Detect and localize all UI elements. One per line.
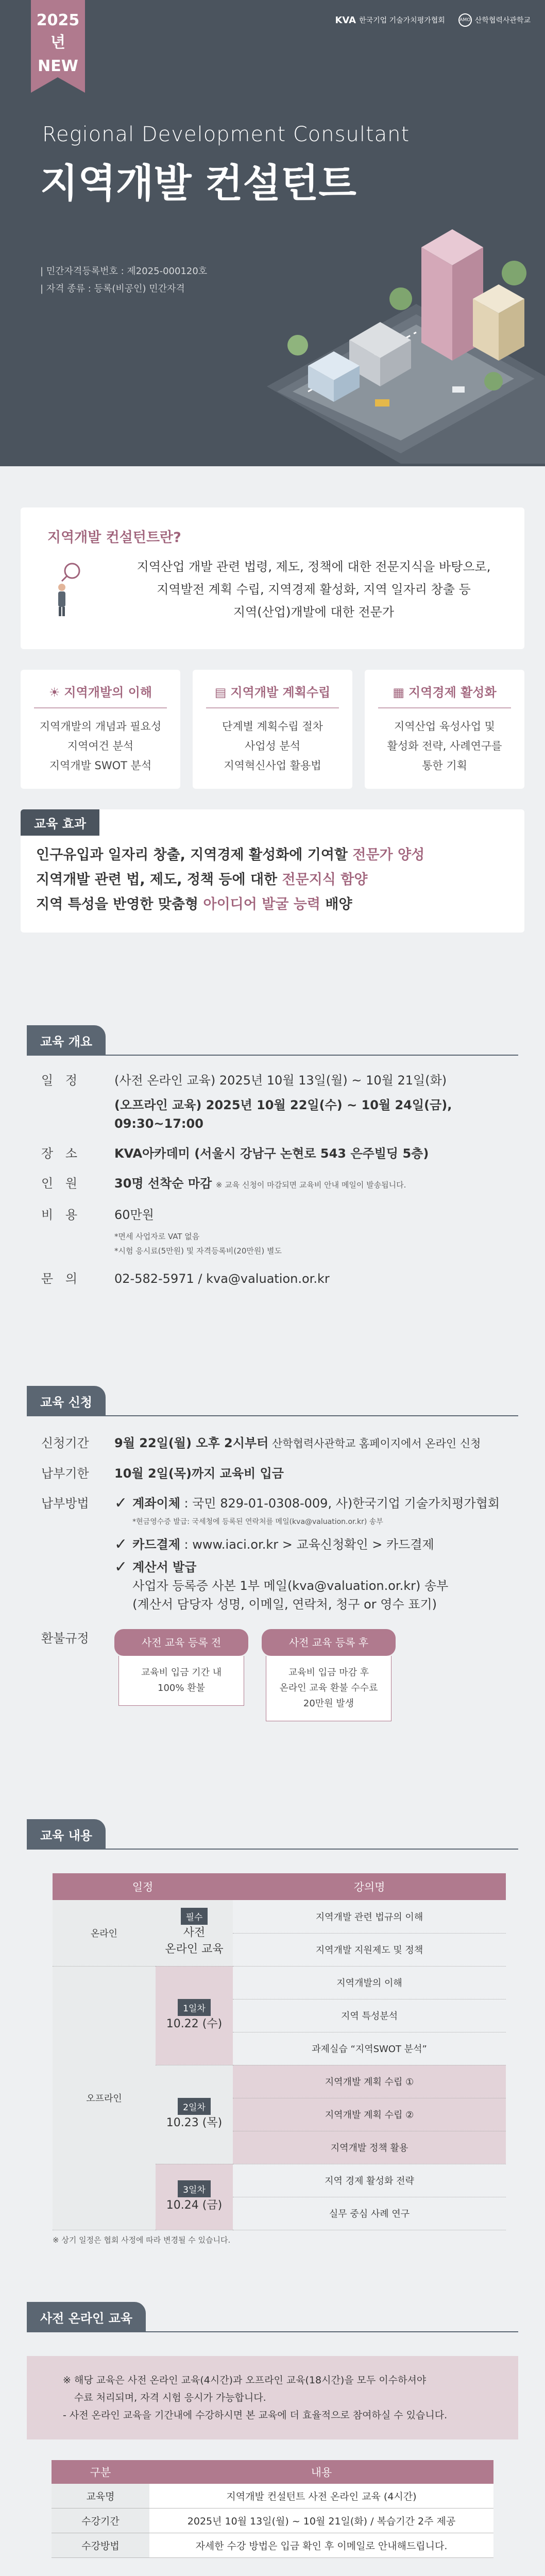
row-note: *면세 사업자로 VAT 없음 (114, 1232, 200, 1241)
table-header (53, 1873, 506, 1900)
registration-number: | 민간자격등록번호 : 제2025-000120호 (40, 266, 208, 277)
section-divider (104, 2331, 518, 2332)
topic-cards (21, 670, 524, 789)
schedule-offline: (오프라인 교육) 2025년 10월 22일(수) ~ 10월 24일(금), 09:30~17:00 (114, 1098, 452, 1131)
intro-line-2: 지역발전 계획 수립, 지역경제 활성화, 지역 일자리 창출 등 (157, 582, 471, 597)
lecture-cell: 지역개발 지원제도 및 정책 (233, 1933, 506, 1966)
overview-row-schedule (27, 1071, 518, 1133)
isometric-city-illustration (246, 144, 545, 464)
topic-card-line: 지역산업 육성사업 및 (394, 720, 495, 733)
online-label: 온라인 교육 (165, 1943, 224, 1956)
effect-highlight: 전문지식 함양 (282, 872, 368, 888)
row-label: 일 정 (41, 1073, 81, 1088)
lecture-cell: 지역개발 계획 수립 ① (233, 2065, 506, 2098)
row-key: 교육명 (52, 2484, 149, 2509)
row-note: ※ 교육 신청이 마감되면 교육비 안내 메일이 발송됩니다. (215, 1180, 406, 1190)
day3-cell (156, 2164, 233, 2230)
effect-text: 인구유입과 일자리 창출, 지역경제 활성화에 기여할 (36, 847, 353, 863)
badge-new: NEW (38, 57, 78, 75)
topic-card-title: 지역개발 계획수립 (230, 685, 331, 700)
topic-card-heading (206, 682, 339, 708)
apply-row-deadline (27, 1464, 518, 1483)
kva-name: 한국기업 기술가치평가협회 (359, 16, 445, 25)
new-badge (31, 0, 85, 77)
day1-cell (156, 1966, 233, 2065)
header-content: 내용 (149, 2460, 493, 2484)
badge-year: 2025년 (36, 11, 80, 52)
notice-line: - 사전 온라인 교육을 기간내에 수강하시면 본 교육에 더 효율적으로 참여하실 수 있습니다. (63, 2409, 448, 2421)
refund-heading: 사전 교육 등록 후 (262, 1629, 396, 1656)
lecture-cell: 지역개발의 이해 (233, 1966, 506, 1999)
section-tag: 교육 개요 (27, 1025, 106, 1056)
payment-method-detail: : 국민 829-01-0308-009, 사)한국기업 기술가치평가협회 (180, 1496, 500, 1511)
intro-question: 지역개발 컨설턴트란? (47, 530, 181, 546)
payment-method (114, 1494, 518, 1531)
row-value: 60만원 (114, 1208, 154, 1222)
topic-card-line: 사업성 분석 (244, 740, 301, 752)
effect-highlight: 아이디어 발굴 능력 (203, 896, 320, 912)
row-label: 비 용 (41, 1208, 81, 1222)
section-divider (104, 1849, 518, 1850)
lecture-cell: 실무 중심 사례 연구 (233, 2197, 506, 2230)
required-chip: 필수 (181, 1908, 208, 1925)
row-value: KVA아카데미 (서울시 강남구 논현로 543 은주빌딩 5층) (114, 1146, 429, 1161)
effect-text: 지역개발 관련 법, 제도, 정책 등에 대한 (36, 872, 282, 888)
payment-method-detail: 사업자 등록증 사본 1부 메일(kva@valuation.or.kr) 송부 (132, 1579, 449, 1593)
table-header (52, 2460, 493, 2484)
row-value: 9월 22일(월) 오후 2시부터 (114, 1436, 269, 1450)
day-date: 10.22 (수) (166, 2017, 223, 2030)
row-key: 수강방법 (52, 2533, 149, 2558)
table-row (52, 2484, 493, 2509)
row-value: 자세한 수강 방법은 입금 확인 후 이메일로 안내해드립니다. (149, 2533, 493, 2558)
payment-method-note: *현금영수증 발급: 국세청에 등록된 연락처를 메일(kva@valuation.or.kr) 송부 (132, 1518, 383, 1526)
apply-row-refund (27, 1629, 518, 1721)
topic-card-line: 지역개발의 개념과 필요성 (39, 720, 162, 733)
refund-after (262, 1629, 396, 1721)
row-value[interactable]: 02-582-5971 / kva@valuation.or.kr (114, 1272, 330, 1286)
topic-card (365, 670, 524, 789)
check-icon: ✓ (114, 1494, 128, 1512)
refund-line: 교육비 입금 기간 내 (141, 1667, 222, 1678)
header-lecture: 강의명 (233, 1873, 506, 1900)
apply-section (27, 1386, 518, 1721)
topic-card-line: 지역개발 SWOT 분석 (49, 759, 152, 772)
kva-mark: KVA (335, 14, 356, 26)
schedule-section (27, 1819, 518, 2245)
header-schedule: 일정 (53, 1873, 233, 1900)
row-value (114, 1071, 518, 1133)
check-icon: ✓ (114, 1558, 128, 1576)
refund-line: 온라인 교육 환불 수수료 (279, 1683, 378, 1693)
effect-tag: 교육 효과 (21, 809, 99, 836)
row-note: *시험 응시료(5만원) 및 자격등록비(20만원) 별도 (114, 1246, 282, 1256)
refund-body (266, 1656, 391, 1721)
overview-row-capacity (27, 1174, 518, 1194)
schedule-note: ※ 상기 일정은 협회 사정에 따라 변경될 수 있습니다. (53, 2235, 231, 2245)
day-date: 10.23 (목) (166, 2116, 223, 2129)
overview-section (27, 1025, 518, 1288)
topic-card-body (29, 717, 172, 775)
online-date-cell (156, 1900, 233, 1966)
intro-text (130, 555, 498, 623)
effect-text: 배양 (320, 896, 352, 912)
kva-logo[interactable] (335, 15, 445, 26)
amo-mark: AMO (458, 13, 472, 27)
topic-card-title: 지역경제 활성화 (408, 685, 497, 700)
lecture-cell: 지역 경제 활성화 전략 (233, 2164, 506, 2197)
intro-line-3: 지역(산업)개발에 대한 전문가 (233, 605, 395, 619)
table-row (53, 1900, 506, 1933)
online-cell: 온라인 (53, 1900, 156, 1966)
hero-banner (0, 0, 545, 466)
refund-body (118, 1656, 244, 1706)
intro-line-1: 지역산업 개발 관련 법령, 제도, 정책에 대한 전문지식을 바탕으로, (137, 560, 491, 574)
page-title: 지역개발 컨설턴트 (40, 160, 356, 206)
day2-cell (156, 2065, 233, 2164)
topic-card-body (201, 717, 344, 775)
effect-line (21, 836, 524, 868)
education-effect-box (21, 809, 524, 933)
refund-before (114, 1629, 248, 1721)
certificate-meta (40, 263, 207, 298)
topic-card-body (373, 717, 516, 775)
row-key: 수강기간 (52, 2509, 149, 2533)
certificate-type: | 자격 종류 : 등록(비공인) 민간자격 (40, 283, 185, 294)
payment-method-title: 계산서 발급 (132, 1560, 197, 1574)
lecture-cell: 지역개발 계획 수립 ② (233, 2098, 506, 2131)
online-label: 사전 (183, 1926, 206, 1940)
day-date: 10.24 (금) (166, 2198, 223, 2212)
payment-method-detail: : www.iaci.or.kr > 교육신청확인 > 카드결제 (180, 1537, 434, 1552)
row-value: 2025년 10월 13일(월) ~ 10월 21일(화) / 복습기간 2주 제공 (149, 2509, 493, 2533)
payment-method (114, 1535, 518, 1554)
clipboard-icon: ▤ (214, 685, 227, 700)
apply-row-payment (27, 1494, 518, 1614)
topic-card-line: 활성화 전략, 사례연구를 (387, 740, 502, 752)
table-row (52, 2509, 493, 2533)
section-tag: 사전 온라인 교육 (27, 2302, 146, 2332)
effect-line (21, 892, 524, 933)
lecture-cell: 지역개발 관련 법규의 이해 (233, 1900, 506, 1933)
refund-policy (114, 1629, 518, 1721)
apply-row-period (27, 1434, 518, 1453)
payment-method-detail: (계산서 담당자 성명, 이메일, 연락처, 청구 or 영수 표기) (132, 1597, 437, 1612)
table-row (53, 1966, 506, 1999)
refund-line: 100% 환불 (158, 1683, 205, 1693)
payment-method-title: 계좌이체 (132, 1496, 180, 1511)
intro-body (47, 555, 498, 623)
notice-line: ※ 해당 교육은 사전 온라인 교육(4시간)과 오프라인 교육(18시간)을 모두 이수하셔야 (63, 2374, 427, 2386)
section-tag: 교육 내용 (27, 1819, 106, 1850)
row-value: 산학협력사관학교 홈페이지에서 온라인 신청 (268, 1437, 481, 1450)
topic-card-title: 지역개발의 이해 (64, 685, 152, 700)
chart-icon: ▦ (393, 685, 405, 700)
table-row (52, 2533, 493, 2558)
row-value: 30명 선착순 마감 (114, 1176, 212, 1191)
effect-text: 지역 특성을 반영한 맞춤형 (36, 896, 203, 912)
pre-online-table (52, 2460, 493, 2558)
day-chip: 2일차 (178, 2098, 211, 2115)
effect-line (21, 868, 524, 892)
lecture-cell: 지역개발 정책 활용 (233, 2131, 506, 2164)
row-label: 장 소 (41, 1146, 81, 1161)
overview-row-cost (27, 1206, 518, 1258)
row-label: 신청기간 (41, 1436, 89, 1450)
overview-row-contact (27, 1269, 518, 1288)
pre-online-section (27, 2302, 518, 2332)
row-label: 환불규정 (41, 1631, 89, 1646)
overview-row-place (27, 1144, 518, 1163)
refund-heading: 사전 교육 등록 전 (114, 1629, 248, 1656)
refund-line: 교육비 입금 마감 후 (288, 1667, 369, 1678)
topic-card-line: 지역혁신사업 활용법 (224, 759, 321, 772)
section-tag: 교육 신청 (27, 1386, 106, 1416)
schedule-online: (사전 온라인 교육) 2025년 10월 13일(월) ~ 10월 21일(화) (114, 1073, 447, 1088)
header-logos (335, 13, 531, 27)
section-divider (104, 1415, 518, 1416)
lecture-cell: 지역 특성분석 (233, 1999, 506, 2032)
refund-line: 20만원 발생 (303, 1698, 354, 1709)
row-label: 납부방법 (41, 1496, 89, 1511)
row-label: 인 원 (41, 1176, 81, 1191)
english-title: Regional Development Consultant (42, 123, 410, 146)
lecture-cell: 과제실습 “지역SWOT 분석” (233, 2032, 506, 2065)
lightbulb-icon: ☀ (48, 685, 60, 700)
payment-method-title: 카드결제 (132, 1537, 180, 1552)
offline-cell: 오프라인 (53, 1966, 156, 2230)
row-label: 납부기한 (41, 1466, 89, 1481)
topic-card-heading (34, 682, 167, 708)
intro-box (21, 507, 524, 649)
topic-card-line: 단계별 계획수립 절차 (222, 720, 323, 733)
topic-card-heading (378, 682, 511, 708)
row-value: 10월 2일(목)까지 교육비 입금 (114, 1466, 284, 1481)
header-category: 구분 (52, 2460, 149, 2484)
day-chip: 3일차 (178, 2180, 211, 2197)
section-divider (104, 1055, 518, 1056)
amo-logo[interactable] (458, 13, 531, 27)
magnifier-person-icon (53, 561, 83, 617)
row-value: 지역개발 컨설턴트 사전 온라인 교육 (4시간) (149, 2484, 493, 2509)
topic-card-line: 지역여건 분석 (67, 740, 134, 752)
check-icon: ✓ (114, 1535, 128, 1553)
day-chip: 1일차 (178, 1999, 211, 2016)
schedule-table (53, 1873, 506, 2230)
row-label: 문 의 (41, 1272, 81, 1286)
amo-name: 산학협력사관학교 (474, 16, 531, 25)
payment-method (114, 1558, 518, 1614)
notice-line: 수료 처리되며, 자격 시험 응시가 가능합니다. (74, 2392, 266, 2403)
pre-online-notice (27, 2356, 518, 2439)
topic-card (21, 670, 180, 789)
topic-card-line: 통한 기획 (422, 759, 467, 772)
effect-highlight: 전문가 양성 (352, 847, 425, 863)
topic-card (193, 670, 352, 789)
